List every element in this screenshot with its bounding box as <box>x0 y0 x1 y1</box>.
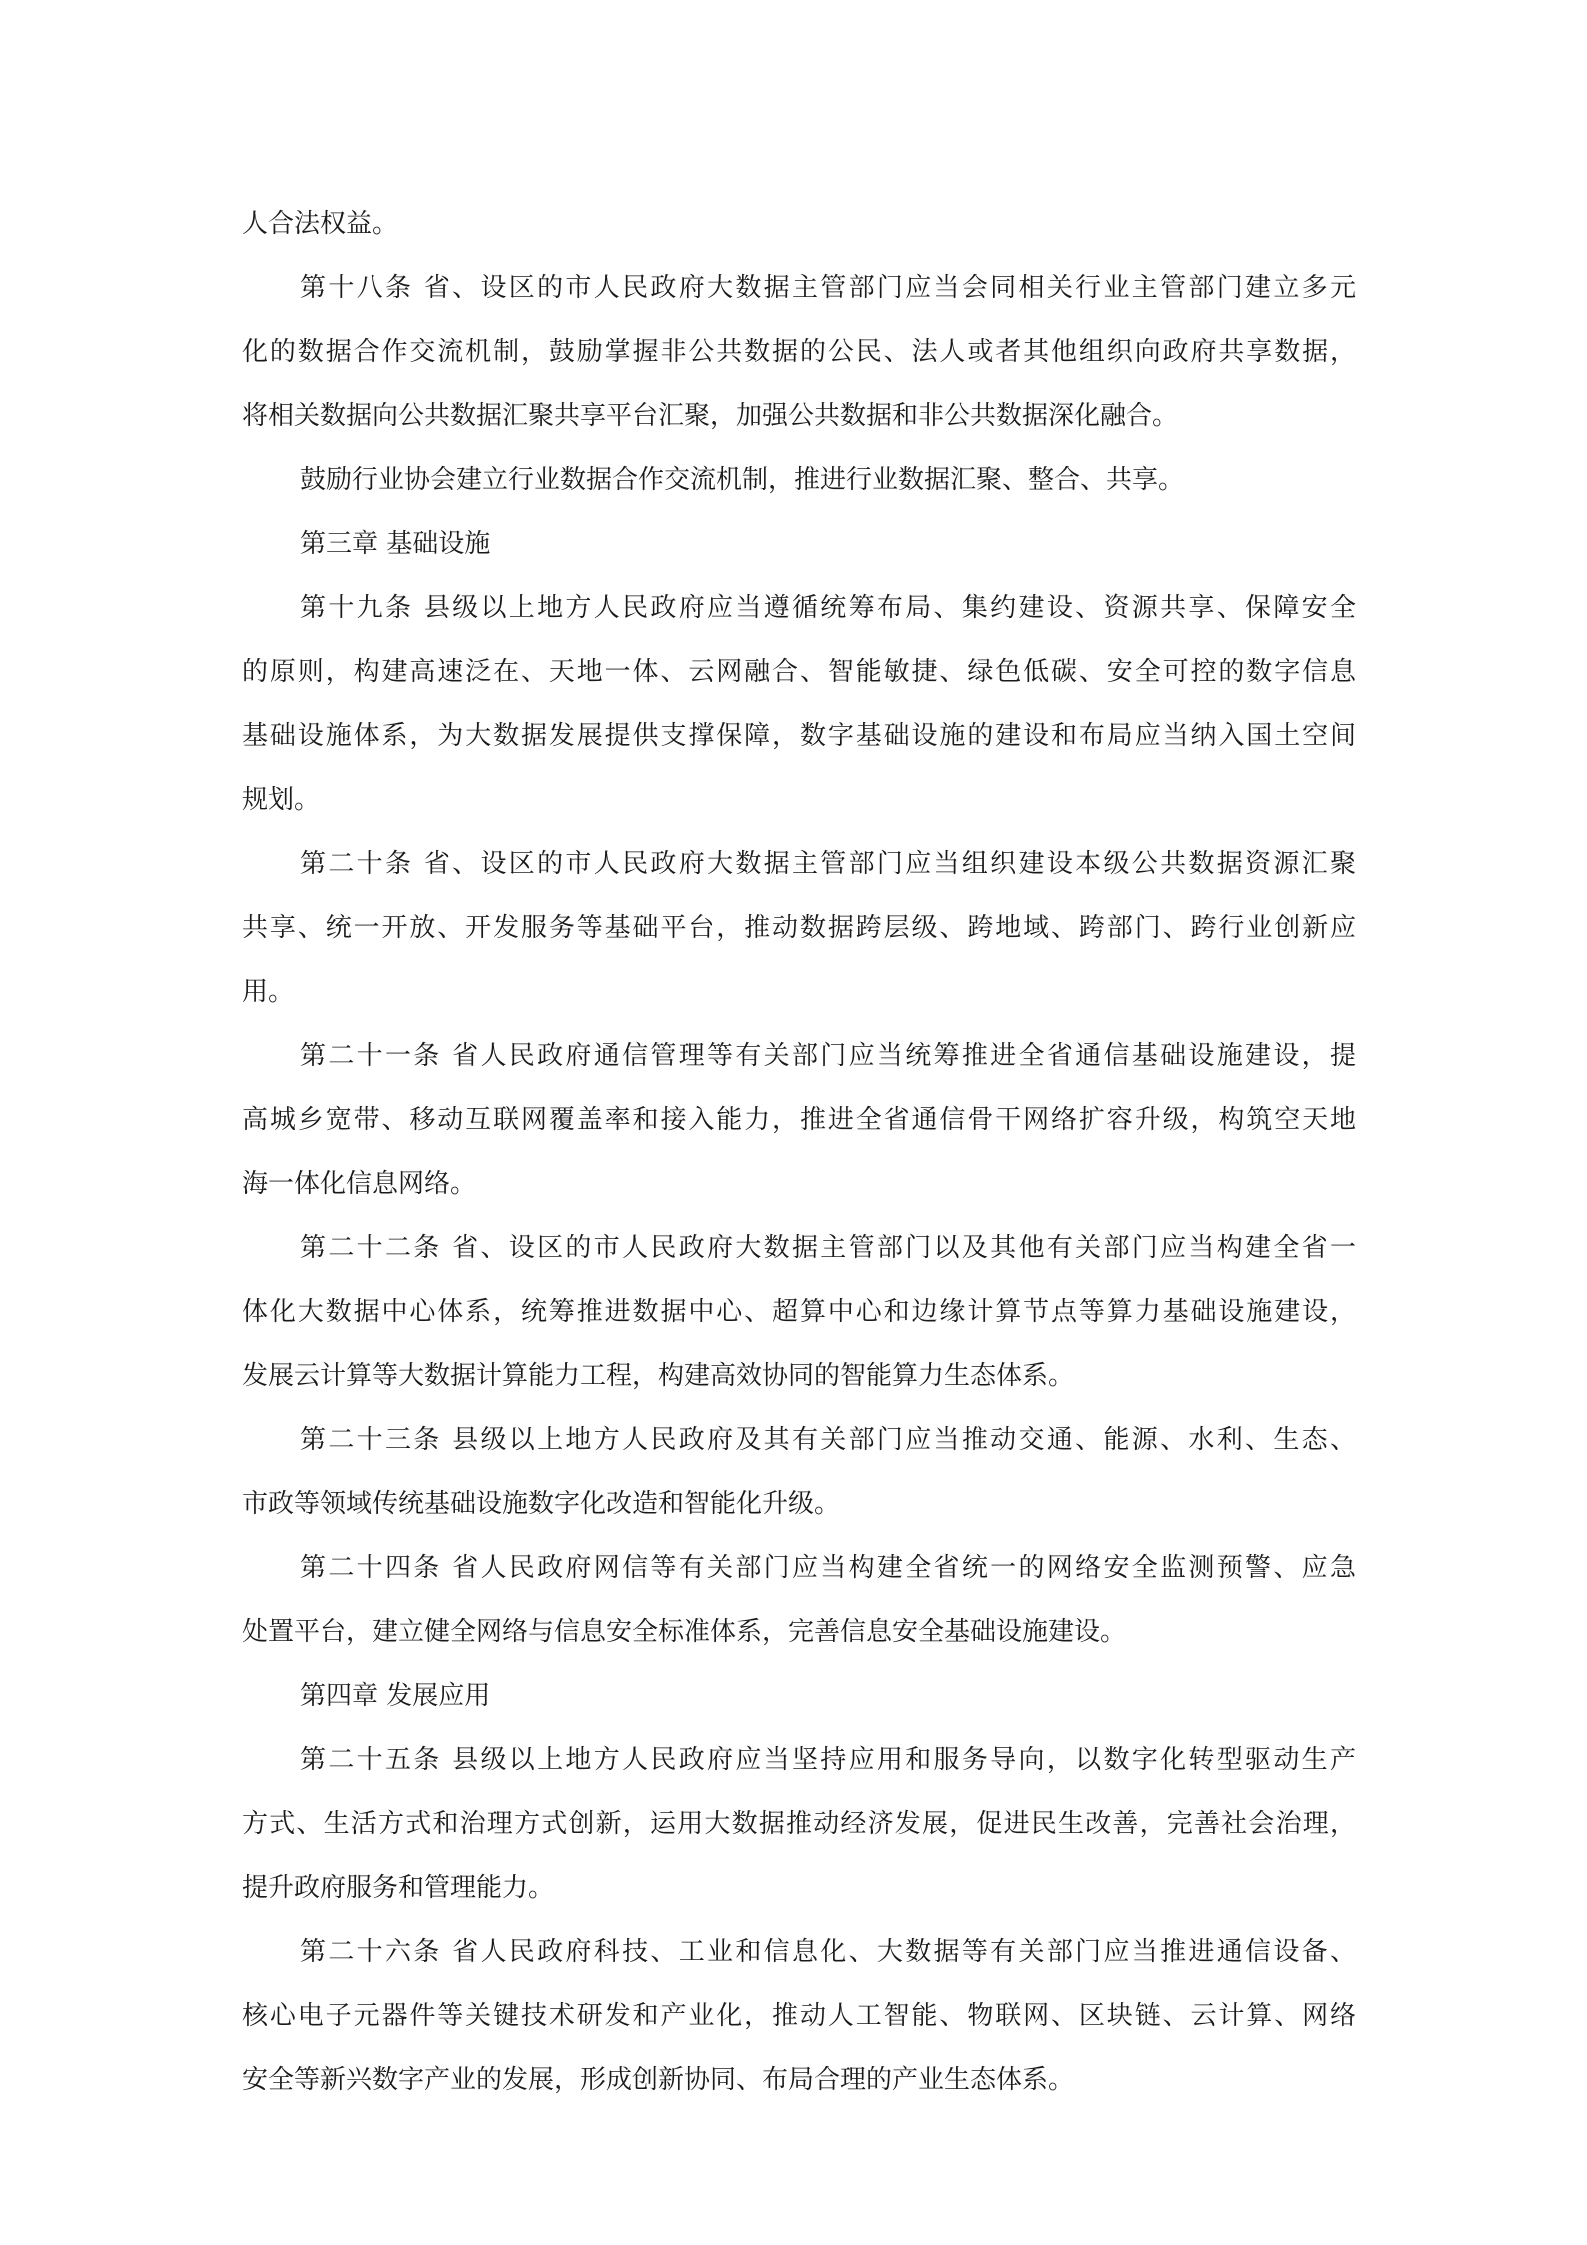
paragraph <box>242 1408 1356 1536</box>
text-line: 市政等领域传统基础设施数字化改造和智能化升级。 <box>242 1489 841 1519</box>
text-line: 第二十三条 县级以上地方人民政府及其有关部门应当推动交通、能源、水利、生态、 <box>300 1425 1356 1455</box>
paragraph <box>242 1728 1356 1920</box>
text-line: 安全等新兴数字产业的发展，形成创新协同、布局合理的产业生态体系。 <box>242 2065 1075 2095</box>
text-line: 第四章 发展应用 <box>300 1681 491 1711</box>
text-line: 第十八条 省、设区的市人民政府大数据主管部门应当会同相关行业主管部门建立多元 <box>300 273 1356 303</box>
text-line: 高城乡宽带、移动互联网覆盖率和接入能力，推进全省通信骨干网络扩容升级，构筑空天地 <box>242 1105 1356 1135</box>
text-line: 规划。 <box>242 785 321 815</box>
text-line: 方式、生活方式和治理方式创新，运用大数据推动经济发展，促进民生改善，完善社会治理， <box>242 1809 1356 1839</box>
paragraph <box>242 256 1356 448</box>
text-line: 第二十五条 县级以上地方人民政府应当坚持应用和服务导向，以数字化转型驱动生产 <box>300 1745 1356 1775</box>
text-line: 鼓励行业协会建立行业数据合作交流机制，推进行业数据汇聚、整合、共享。 <box>300 465 1185 495</box>
text-line: 核心电子元器件等关键技术研发和产业化，推动人工智能、物联网、区块链、云计算、网络 <box>242 2001 1356 2031</box>
paragraph <box>242 576 1356 832</box>
text-line: 将相关数据向公共数据汇聚共享平台汇聚，加强公共数据和非公共数据深化融合。 <box>242 401 1179 431</box>
text-line: 处置平台，建立健全网络与信息安全标准体系，完善信息安全基础设施建设。 <box>242 1617 1127 1647</box>
text-line: 第二十二条 省、设区的市人民政府大数据主管部门以及其他有关部门应当构建全省一 <box>300 1233 1356 1263</box>
chapter-heading <box>242 512 1356 576</box>
text-line: 第三章 基础设施 <box>300 529 491 559</box>
paragraph <box>242 448 1356 512</box>
paragraph <box>242 1920 1356 2112</box>
text-line: 第二十六条 省人民政府科技、工业和信息化、大数据等有关部门应当推进通信设备、 <box>300 1937 1356 1967</box>
text-line: 第二十条 省、设区的市人民政府大数据主管部门应当组织建设本级公共数据资源汇聚 <box>300 849 1356 879</box>
paragraph <box>242 832 1356 1024</box>
text-line: 提升政府服务和管理能力。 <box>242 1873 555 1903</box>
text-line: 第二十一条 省人民政府通信管理等有关部门应当统筹推进全省通信基础设施建设，提 <box>300 1041 1356 1071</box>
paragraph <box>242 1216 1356 1408</box>
text-line: 第十九条 县级以上地方人民政府应当遵循统筹布局、集约建设、资源共享、保障安全 <box>300 593 1356 623</box>
text-line: 的原则，构建高速泛在、天地一体、云网融合、智能敏捷、绿色低碳、安全可控的数字信息 <box>242 657 1356 687</box>
text-line: 发展云计算等大数据计算能力工程，构建高效协同的智能算力生态体系。 <box>242 1361 1075 1391</box>
text-line: 用。 <box>242 977 295 1007</box>
text-line: 共享、统一开放、开发服务等基础平台，推动数据跨层级、跨地域、跨部门、跨行业创新应 <box>242 913 1356 943</box>
text-line: 第二十四条 省人民政府网信等有关部门应当构建全省统一的网络安全监测预警、应急 <box>300 1553 1356 1583</box>
chapter-heading <box>242 1664 1356 1728</box>
paragraph <box>242 192 1356 256</box>
document-body <box>242 192 1356 2112</box>
text-line: 人合法权益。 <box>242 209 399 239</box>
text-line: 体化大数据中心体系，统筹推进数据中心、超算中心和边缘计算节点等算力基础设施建设， <box>242 1297 1356 1327</box>
paragraph <box>242 1024 1356 1216</box>
text-line: 海一体化信息网络。 <box>242 1169 477 1199</box>
text-line: 基础设施体系，为大数据发展提供支撑保障，数字基础设施的建设和布局应当纳入国土空间 <box>242 721 1356 751</box>
text-line: 化的数据合作交流机制，鼓励掌握非公共数据的公民、法人或者其他组织向政府共享数据， <box>242 337 1356 367</box>
paragraph <box>242 1536 1356 1664</box>
